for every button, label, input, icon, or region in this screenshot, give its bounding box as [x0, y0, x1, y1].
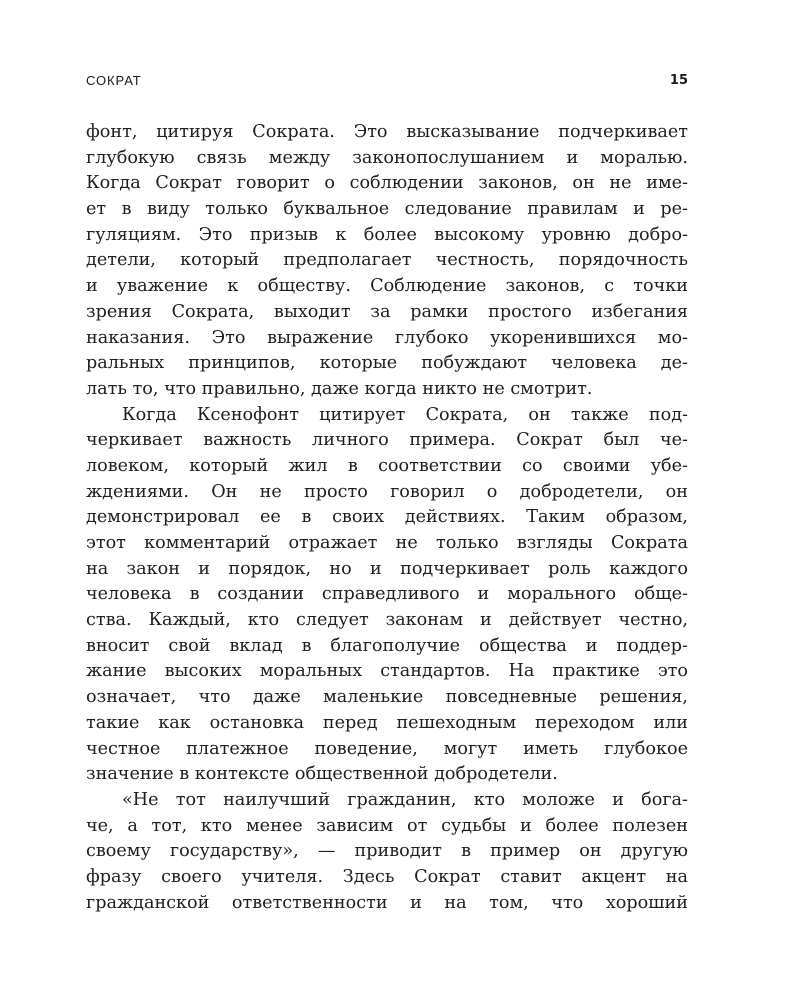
- running-head: [86, 73, 688, 89]
- text-line: значение в контексте общественной добродетели.: [86, 764, 558, 785]
- text-line: гуляциям. Это призыв к более высокому уровню добро-: [86, 224, 688, 245]
- text-line: демонстрировал ее в своих действиях. Таким образом,: [86, 507, 688, 528]
- text-line: жание высоких моральных стандартов. На практике это: [86, 661, 688, 682]
- text-line: фонт, цитируя Сократа. Это высказывание подчеркивает: [86, 122, 688, 142]
- text-line: своему государству», — приводит в пример он другую: [86, 841, 688, 862]
- body-text: [86, 120, 688, 916]
- text-line: глубокую связь между законопослушанием и моралью.: [86, 147, 688, 168]
- text-line: ет в виду только буквальное следование правилам и ре-: [86, 199, 688, 220]
- text-line: этот комментарий отражает не только взгляды Сократа: [86, 533, 688, 553]
- text-line: ждениями. Он не просто говорил о добродетели, он: [86, 481, 688, 502]
- text-line: зрения Сократа, выходит за рамки простого избегания: [86, 301, 688, 322]
- text-line: означает, что даже маленькие повседневные решения,: [86, 687, 688, 708]
- text-line: ловеком, который жил в соответствии со своими убе-: [86, 455, 688, 476]
- text-line: и уважение к обществу. Соблюдение законов, с точки: [86, 276, 688, 297]
- text-line: гражданской ответственности и на том, что хороший: [86, 892, 688, 913]
- paragraph-2: [86, 403, 688, 788]
- text-line: Когда Ксенофонт цитирует Сократа, он также под-: [122, 404, 688, 425]
- text-line: фразу своего учителя. Здесь Сократ ставит акцент на: [86, 866, 688, 887]
- page-number: 15: [669, 73, 688, 88]
- running-title: СОКРАТ: [86, 73, 142, 88]
- text-line: человека в создании справедливого и морального обще-: [86, 584, 688, 605]
- text-line: детели, который предполагает честность, порядочность: [86, 250, 688, 271]
- text-line: наказания. Это выражение глубоко укоренившихся мо-: [86, 327, 688, 348]
- text-line: че, а тот, кто менее зависим от судьбы и более полезен: [86, 815, 688, 836]
- text-line: черкивает важность личного примера. Сократ был че-: [86, 430, 688, 451]
- text-line: лать то, что правильно, даже когда никто не смотрит.: [86, 378, 593, 399]
- text-line: честное платежное поведение, могут иметь глубокое: [86, 738, 688, 759]
- text-line: ства. Каждый, кто следует законам и действует честно,: [86, 610, 688, 631]
- text-line: такие как остановка перед пешеходным переходом или: [86, 712, 688, 733]
- text-line: вносит свой вклад в благополучие общества и поддер-: [86, 635, 688, 656]
- text-line: на закон и порядок, но и подчеркивает роль каждого: [86, 558, 688, 579]
- text-line: Когда Сократ говорит о соблюдении законов, он не име-: [86, 173, 688, 194]
- text-line: ральных принципов, которые побуждают человека де-: [86, 353, 688, 374]
- paragraph-3: [86, 788, 688, 916]
- paragraph-1: [86, 120, 688, 403]
- text-line: «Не тот наилучший гражданин, кто моложе и бога-: [122, 789, 688, 810]
